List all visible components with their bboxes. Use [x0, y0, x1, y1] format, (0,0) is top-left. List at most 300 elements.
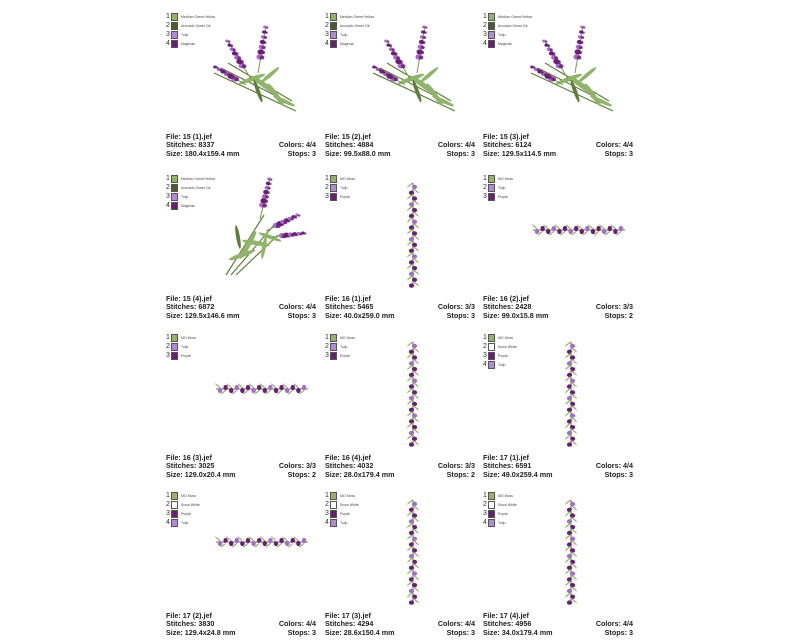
- stops-field: [288, 312, 316, 320]
- thread-name: MO Moss: [340, 494, 355, 498]
- stops-value: 3: [312, 310, 316, 320]
- thread-color-swatch: [171, 184, 178, 192]
- thread-name: MO Moss: [181, 336, 196, 340]
- thread-name: Purple: [340, 354, 351, 358]
- thread-number: 3: [325, 510, 329, 517]
- colors-value: 4/4: [623, 140, 633, 150]
- thread-color-swatch: [171, 193, 178, 201]
- thread-number: 2: [325, 343, 329, 350]
- thread-color-swatch: [488, 40, 495, 48]
- stitches-value: 4032: [357, 461, 374, 471]
- colors-label: Colors:: [437, 302, 463, 312]
- stops-label: Stops:: [446, 310, 469, 320]
- design-info: [325, 454, 475, 479]
- stops-label: Stops:: [446, 148, 469, 158]
- thread-name: Avocado Green Dk: [340, 24, 370, 28]
- thread-name: Medium Green/Yellow: [340, 15, 375, 19]
- thread-number: 3: [483, 31, 487, 38]
- colors-label: Colors:: [278, 302, 304, 312]
- design-card[interactable]: [483, 492, 633, 642]
- thread-color-swatch: [330, 40, 337, 48]
- thread-name: Purple: [340, 512, 351, 516]
- design-info: [325, 612, 475, 637]
- thread-name: Magenta: [498, 42, 512, 46]
- design-card[interactable]: [166, 175, 316, 325]
- thread-color-swatch: [171, 343, 178, 351]
- thread-name: Tulip: [340, 521, 348, 525]
- file-label: File:: [166, 132, 181, 141]
- thread-name: Tulip: [181, 345, 189, 349]
- design-info: [166, 612, 316, 637]
- thread-number: 4: [325, 40, 329, 47]
- thread-number: 3: [166, 31, 170, 38]
- design-card[interactable]: [325, 175, 475, 325]
- thread-name: Snow White: [498, 503, 517, 507]
- stops-value: 3: [312, 148, 316, 158]
- stitches-label: Stitches:: [166, 302, 197, 312]
- design-card[interactable]: [325, 334, 475, 484]
- thread-color-swatch: [330, 501, 337, 509]
- stops-value: 3: [471, 627, 475, 637]
- thread-number: 1: [325, 175, 329, 182]
- stitches-label: Stitches:: [166, 461, 197, 471]
- size-field: [483, 312, 549, 320]
- thread-name: Magenta: [181, 42, 195, 46]
- size-value: 28.6x150.4 mm: [343, 627, 395, 637]
- thread-color-swatch: [488, 184, 495, 192]
- stitches-value: 6872: [198, 302, 215, 312]
- thread-name: Snow White: [498, 345, 517, 349]
- stitches-label: Stitches:: [325, 140, 356, 150]
- file-label: File:: [325, 132, 340, 141]
- embroidery-preview: [166, 334, 316, 452]
- stops-label: Stops:: [604, 469, 627, 479]
- size-value: 49.0x259.4 mm: [501, 469, 553, 479]
- stops-field: [288, 150, 316, 158]
- thread-color-swatch: [330, 193, 337, 201]
- thread-color-swatch: [330, 13, 337, 21]
- stops-field: [447, 150, 475, 158]
- design-info: [325, 133, 475, 158]
- thread-number: 2: [166, 343, 170, 350]
- thread-name: Purple: [181, 354, 192, 358]
- size-value: 28.0x179.4 mm: [343, 469, 395, 479]
- thread-number: 2: [325, 184, 329, 191]
- thread-number: 4: [325, 519, 329, 526]
- thread-color-swatch: [330, 510, 337, 518]
- thread-number: 3: [166, 352, 170, 359]
- thread-number: 3: [166, 193, 170, 200]
- colors-value: 3/3: [465, 302, 475, 312]
- stops-label: Stops:: [287, 148, 310, 158]
- thread-number: 4: [166, 202, 170, 209]
- size-field: [166, 150, 240, 158]
- stitches-value: 2428: [515, 302, 532, 312]
- colors-value: 4/4: [465, 619, 475, 629]
- stops-value: 3: [629, 627, 633, 637]
- thread-name: Avocado Green Dk: [181, 24, 211, 28]
- design-info: [166, 454, 316, 479]
- thread-number: 2: [166, 184, 170, 191]
- stitches-value: 3830: [198, 619, 215, 629]
- size-label: Size:: [166, 469, 183, 479]
- thread-name: MO Moss: [340, 177, 355, 181]
- thread-color-swatch: [171, 334, 178, 342]
- thread-number: 2: [166, 22, 170, 29]
- thread-number: 3: [325, 352, 329, 359]
- thread-color-swatch: [488, 519, 495, 527]
- thread-color-swatch: [171, 22, 178, 30]
- embroidery-preview: [483, 175, 633, 293]
- colors-value: 3/3: [465, 461, 475, 471]
- size-label: Size:: [483, 148, 500, 158]
- colors-value: 3/3: [306, 461, 316, 471]
- thread-number: 2: [166, 501, 170, 508]
- size-field: [325, 629, 395, 637]
- thread-number: 3: [325, 31, 329, 38]
- colors-label: Colors:: [437, 140, 463, 150]
- file-label: File:: [166, 453, 181, 462]
- size-field: [166, 312, 240, 320]
- file-label: File:: [483, 453, 498, 462]
- thread-color-swatch: [330, 519, 337, 527]
- design-info: [325, 295, 475, 320]
- stops-value: 2: [629, 310, 633, 320]
- thread-name: Snow White: [340, 503, 359, 507]
- design-card[interactable]: [166, 13, 316, 163]
- thread-number: 3: [483, 193, 487, 200]
- size-value: 34.0x179.4 mm: [501, 627, 553, 637]
- stops-field: [447, 629, 475, 637]
- stitches-label: Stitches:: [325, 302, 356, 312]
- embroidery-preview: [483, 492, 633, 610]
- stops-field: [288, 629, 316, 637]
- size-value: 99.5x88.0 mm: [343, 148, 391, 158]
- thread-name: Magenta: [340, 42, 354, 46]
- file-name: 15 (2).jef: [341, 132, 371, 141]
- stitches-value: 5465: [357, 302, 374, 312]
- design-card[interactable]: [483, 13, 633, 163]
- thread-color-swatch: [488, 510, 495, 518]
- design-card[interactable]: [483, 175, 633, 325]
- file-name: 16 (1).jef: [341, 294, 371, 303]
- thread-color-swatch: [488, 175, 495, 183]
- thread-name: Purple: [498, 354, 509, 358]
- thread-color-swatch: [171, 519, 178, 527]
- stitches-value: 8337: [198, 140, 215, 150]
- size-label: Size:: [166, 148, 183, 158]
- stops-field: [605, 471, 633, 479]
- size-label: Size:: [325, 627, 342, 637]
- file-name: 15 (3).jef: [499, 132, 529, 141]
- thread-name: Magenta: [181, 204, 195, 208]
- colors-value: 4/4: [306, 140, 316, 150]
- thread-color-swatch: [171, 13, 178, 21]
- thread-number: 2: [483, 184, 487, 191]
- stitches-label: Stitches:: [166, 140, 197, 150]
- thread-color-swatch: [488, 22, 495, 30]
- thread-number: 1: [483, 492, 487, 499]
- colors-label: Colors:: [437, 619, 463, 629]
- thread-color-swatch: [330, 22, 337, 30]
- embroidery-preview: [166, 492, 316, 610]
- file-label: File:: [325, 453, 340, 462]
- thread-name: Avocado Green Dk: [181, 186, 211, 190]
- thread-name: Purple: [498, 195, 509, 199]
- thread-color-swatch: [171, 175, 178, 183]
- size-value: 129.5x114.5 mm: [501, 148, 557, 158]
- thread-name: Tulip: [498, 363, 506, 367]
- size-label: Size:: [483, 627, 500, 637]
- embroidery-preview: [483, 13, 633, 131]
- thread-name: Avocado Green Dk: [498, 24, 528, 28]
- thread-number: 1: [483, 175, 487, 182]
- file-name: 16 (2).jef: [499, 294, 529, 303]
- thread-color-swatch: [488, 361, 495, 369]
- thread-name: Purple: [498, 512, 509, 516]
- thread-color-swatch: [171, 31, 178, 39]
- file-name: 16 (3).jef: [182, 453, 212, 462]
- embroidery-preview: [325, 334, 475, 452]
- thread-color-swatch: [330, 31, 337, 39]
- thread-number: 1: [166, 334, 170, 341]
- size-field: [166, 471, 236, 479]
- thread-color-swatch: [171, 40, 178, 48]
- stitches-label: Stitches:: [483, 619, 514, 629]
- design-info: [483, 454, 633, 479]
- thread-name: MO Moss: [498, 336, 513, 340]
- size-field: [325, 150, 391, 158]
- thread-number: 4: [483, 361, 487, 368]
- stops-field: [605, 150, 633, 158]
- file-name: 15 (4).jef: [182, 294, 212, 303]
- stops-field: [288, 471, 316, 479]
- embroidery-preview: [166, 13, 316, 131]
- file-name: 15 (1).jef: [182, 132, 212, 141]
- size-label: Size:: [325, 148, 342, 158]
- thread-name: Tulip: [498, 521, 506, 525]
- thread-number: 3: [325, 193, 329, 200]
- file-label: File:: [166, 611, 181, 620]
- stops-value: 2: [312, 469, 316, 479]
- stops-label: Stops:: [287, 627, 310, 637]
- thread-name: MO Moss: [498, 494, 513, 498]
- stitches-value: 3025: [198, 461, 215, 471]
- stops-field: [605, 629, 633, 637]
- colors-value: 4/4: [465, 140, 475, 150]
- thread-color-swatch: [171, 352, 178, 360]
- size-value: 129.5x146.6 mm: [184, 310, 240, 320]
- stitches-value: 4956: [515, 619, 532, 629]
- design-info: [166, 295, 316, 320]
- colors-value: 3/3: [623, 302, 633, 312]
- thread-name: Medium Green/Yellow: [181, 177, 216, 181]
- size-label: Size:: [166, 627, 183, 637]
- stitches-value: 4294: [357, 619, 374, 629]
- thread-number: 3: [483, 352, 487, 359]
- stops-label: Stops:: [604, 310, 627, 320]
- colors-value: 4/4: [306, 302, 316, 312]
- stops-value: 3: [312, 627, 316, 637]
- colors-label: Colors:: [595, 302, 621, 312]
- stops-label: Stops:: [446, 469, 469, 479]
- thread-name: Tulip: [340, 33, 348, 37]
- thread-number: 1: [483, 13, 487, 20]
- stops-value: 3: [471, 310, 475, 320]
- embroidery-preview: [483, 334, 633, 452]
- thread-number: 4: [166, 519, 170, 526]
- thread-color-swatch: [171, 501, 178, 509]
- thread-number: 1: [325, 13, 329, 20]
- design-card[interactable]: [166, 334, 316, 484]
- thread-name: MO Moss: [340, 336, 355, 340]
- stops-field: [447, 312, 475, 320]
- size-value: 40.0x259.0 mm: [343, 310, 395, 320]
- thread-number: 1: [325, 334, 329, 341]
- thread-name: Tulip: [181, 33, 189, 37]
- embroidery-preview: [166, 175, 316, 293]
- thread-color-swatch: [488, 352, 495, 360]
- stitches-label: Stitches:: [166, 619, 197, 629]
- stitches-label: Stitches:: [483, 302, 514, 312]
- thread-color-swatch: [330, 175, 337, 183]
- design-info: [166, 133, 316, 158]
- thread-number: 4: [483, 40, 487, 47]
- thread-number: 1: [325, 492, 329, 499]
- stops-label: Stops:: [604, 627, 627, 637]
- thread-number: 2: [325, 22, 329, 29]
- thread-number: 2: [483, 343, 487, 350]
- size-label: Size:: [325, 310, 342, 320]
- thread-color-swatch: [330, 492, 337, 500]
- file-name: 16 (4).jef: [341, 453, 371, 462]
- thread-color-swatch: [171, 492, 178, 500]
- thread-name: Snow White: [181, 503, 200, 507]
- thread-number: 3: [483, 510, 487, 517]
- file-label: File:: [483, 611, 498, 620]
- embroidery-preview: [325, 492, 475, 610]
- stitches-label: Stitches:: [325, 619, 356, 629]
- thread-name: MO Moss: [181, 494, 196, 498]
- stitches-value: 4884: [357, 140, 374, 150]
- file-label: File:: [483, 132, 498, 141]
- design-info: [483, 612, 633, 637]
- embroidery-preview: [325, 175, 475, 293]
- thread-color-swatch: [488, 31, 495, 39]
- size-field: [325, 312, 395, 320]
- stitches-value: 6124: [515, 140, 532, 150]
- stops-value: 3: [471, 148, 475, 158]
- size-field: [483, 471, 553, 479]
- size-label: Size:: [483, 310, 500, 320]
- file-label: File:: [325, 611, 340, 620]
- thread-color-swatch: [330, 343, 337, 351]
- thread-name: Purple: [181, 512, 192, 516]
- file-label: File:: [166, 294, 181, 303]
- stops-label: Stops:: [446, 627, 469, 637]
- thread-name: MO Moss: [498, 177, 513, 181]
- stops-field: [605, 312, 633, 320]
- colors-label: Colors:: [437, 461, 463, 471]
- size-value: 129.4x24.8 mm: [184, 627, 236, 637]
- design-card[interactable]: [166, 492, 316, 642]
- size-value: 129.0x20.4 mm: [184, 469, 236, 479]
- size-field: [325, 471, 395, 479]
- file-label: File:: [483, 294, 498, 303]
- thread-color-swatch: [488, 193, 495, 201]
- stops-value: 3: [629, 148, 633, 158]
- size-value: 99.0x15.8 mm: [501, 310, 549, 320]
- colors-label: Colors:: [278, 461, 304, 471]
- thread-number: 1: [166, 13, 170, 20]
- stitches-label: Stitches:: [483, 140, 514, 150]
- thread-number: 1: [166, 492, 170, 499]
- thread-color-swatch: [330, 334, 337, 342]
- colors-label: Colors:: [278, 140, 304, 150]
- colors-label: Colors:: [595, 140, 621, 150]
- thread-name: Tulip: [340, 345, 348, 349]
- colors-label: Colors:: [595, 461, 621, 471]
- thread-name: Medium Green/Yellow: [181, 15, 216, 19]
- stitches-label: Stitches:: [483, 461, 514, 471]
- thread-name: Purple: [340, 195, 351, 199]
- thread-color-swatch: [330, 352, 337, 360]
- stitches-label: Stitches:: [325, 461, 356, 471]
- thread-name: Tulip: [340, 186, 348, 190]
- colors-label: Colors:: [595, 619, 621, 629]
- stops-label: Stops:: [287, 469, 310, 479]
- stops-value: 2: [471, 469, 475, 479]
- thread-color-swatch: [171, 510, 178, 518]
- thread-number: 1: [166, 175, 170, 182]
- stops-label: Stops:: [287, 310, 310, 320]
- design-card[interactable]: [483, 334, 633, 484]
- design-info: [483, 295, 633, 320]
- thread-number: 2: [483, 22, 487, 29]
- thread-color-swatch: [488, 501, 495, 509]
- size-label: Size:: [325, 469, 342, 479]
- thread-color-swatch: [171, 202, 178, 210]
- colors-label: Colors:: [278, 619, 304, 629]
- thread-color-swatch: [330, 184, 337, 192]
- stops-value: 3: [629, 469, 633, 479]
- thread-name: Tulip: [181, 521, 189, 525]
- thread-name: Tulip: [498, 33, 506, 37]
- size-field: [166, 629, 236, 637]
- file-name: 17 (3).jef: [341, 611, 371, 620]
- size-field: [483, 629, 553, 637]
- file-name: 17 (4).jef: [499, 611, 529, 620]
- thread-name: Medium Green/Yellow: [498, 15, 533, 19]
- file-label: File:: [325, 294, 340, 303]
- thread-name: Tulip: [498, 186, 506, 190]
- thread-number: 1: [483, 334, 487, 341]
- file-name: 17 (2).jef: [182, 611, 212, 620]
- thread-color-swatch: [488, 492, 495, 500]
- size-field: [483, 150, 556, 158]
- design-card[interactable]: [325, 13, 475, 163]
- colors-value: 4/4: [306, 619, 316, 629]
- thread-number: 4: [166, 40, 170, 47]
- design-card[interactable]: [325, 492, 475, 642]
- file-name: 17 (1).jef: [499, 453, 529, 462]
- size-label: Size:: [483, 469, 500, 479]
- stops-field: [447, 471, 475, 479]
- thread-number: 4: [483, 519, 487, 526]
- thread-color-swatch: [488, 13, 495, 21]
- design-info: [483, 133, 633, 158]
- stitches-value: 6591: [515, 461, 532, 471]
